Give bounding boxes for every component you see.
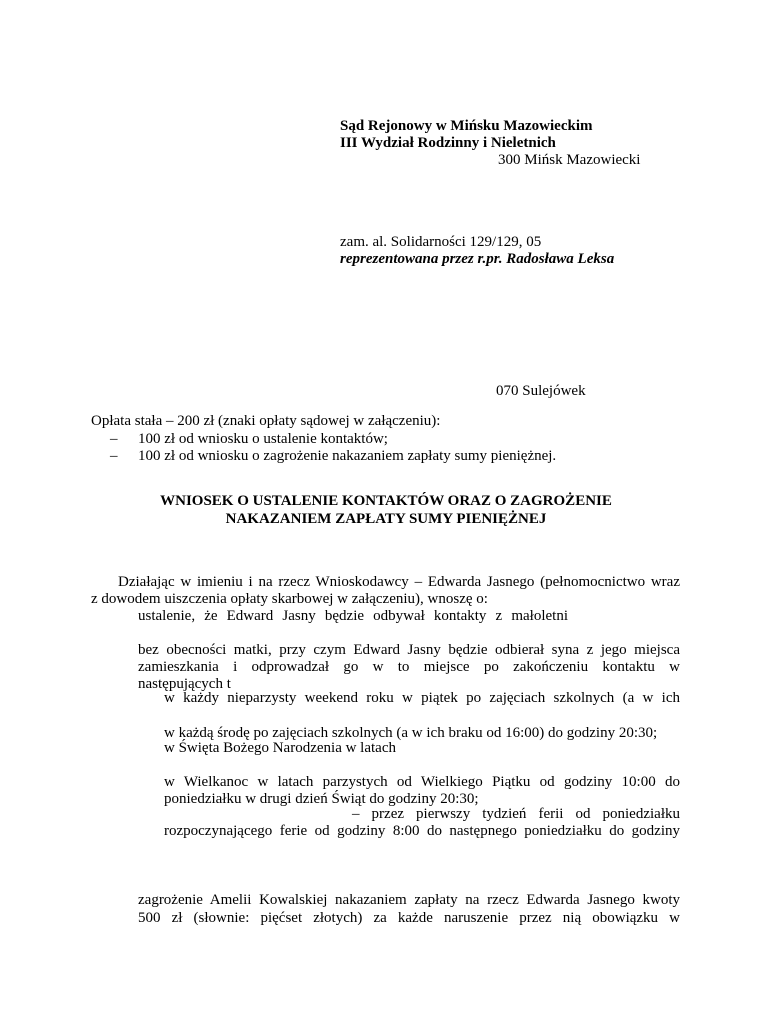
sub-item-5-line-1: – przez pierwszy tydzień ferii od poniedziałku <box>352 806 680 822</box>
sub-item-4-line-2: poniedziałku w drugi dzień Świąt do godziny 20:30; <box>164 791 479 807</box>
paragraph-1-line-2: zamieszkania i odprowadzał go w to miejsce po zakończeniu kontaktu w <box>138 659 680 675</box>
paragraph-1-line-1: bez obecności matki, przy czym Edward Jasny będzie odbierał syna z jego miejsca <box>138 642 680 658</box>
fee-dash-2: – <box>110 448 118 464</box>
sub-item-4-line-1: w Wielkanoc w latach parzystych od Wielkiego Piątku od godziny 10:00 do <box>164 774 680 790</box>
court-city: 300 Mińsk Mazowiecki <box>498 152 641 168</box>
paragraph-1-line-3: następujących t <box>138 676 231 692</box>
intro-line-2: z dowodem uiszczenia opłaty skarbowej w załączeniu), wnoszę o: <box>91 591 488 607</box>
party-address: zam. al. Solidarności 129/129, 05 <box>340 234 542 250</box>
point-2-line-2: 500 zł (słownie: pięćset złotych) za każde naruszenie przez nią obowiązku w <box>138 910 680 926</box>
fee-item-2: 100 zł od wniosku o zagrożenie nakazaniem zapłaty sumy pieniężnej. <box>138 448 557 464</box>
point-1: ustalenie, że Edward Jasny będzie odbywał kontakty z małoletni <box>138 608 568 624</box>
sub-item-5-line-2: rozpoczynającego ferie od godziny 8:00 do następnego poniedziałku do godziny <box>164 823 680 839</box>
court-division: III Wydział Rodzinny i Nieletnich <box>340 135 556 151</box>
document-title-line-2: NAKAZANIEM ZAPŁATY SUMY PIENIĘŻNEJ <box>225 511 547 527</box>
document-title-line-1: WNIOSEK O USTALENIE KONTAKTÓW ORAZ O ZAGROŻENIE <box>160 493 612 509</box>
intro-line-1: Działając w imieniu i na rzecz Wnioskodawcy – Edwarda Jasnego (pełnomocnictwo wraz <box>118 574 680 590</box>
party-representation: reprezentowana przez r.pr. Radosława Leksa <box>340 251 615 267</box>
sub-item-2: w każdą środę po zajęciach szkolnych (a w ich braku od 16:00) do godziny 20:30; <box>164 725 658 741</box>
fee-dash-1: – <box>110 431 118 447</box>
point-2-line-1: zagrożenie Amelii Kowalskiej nakazaniem zapłaty na rzecz Edwarda Jasnego kwoty <box>138 892 680 908</box>
fee-item-1: 100 zł od wniosku o ustalenie kontaktów; <box>138 431 388 447</box>
fee-header: Opłata stała – 200 zł (znaki opłaty sądowej w załączeniu): <box>91 413 441 429</box>
sub-item-1: w każdy nieparzysty weekend roku w piątek po zajęciach szkolnych (a w ich <box>164 690 680 706</box>
second-party-city: 070 Sulejówek <box>496 383 586 399</box>
sub-item-3: w Święta Bożego Narodzenia w latach <box>164 740 396 756</box>
court-name: Sąd Rejonowy w Mińsku Mazowieckim <box>340 118 593 134</box>
